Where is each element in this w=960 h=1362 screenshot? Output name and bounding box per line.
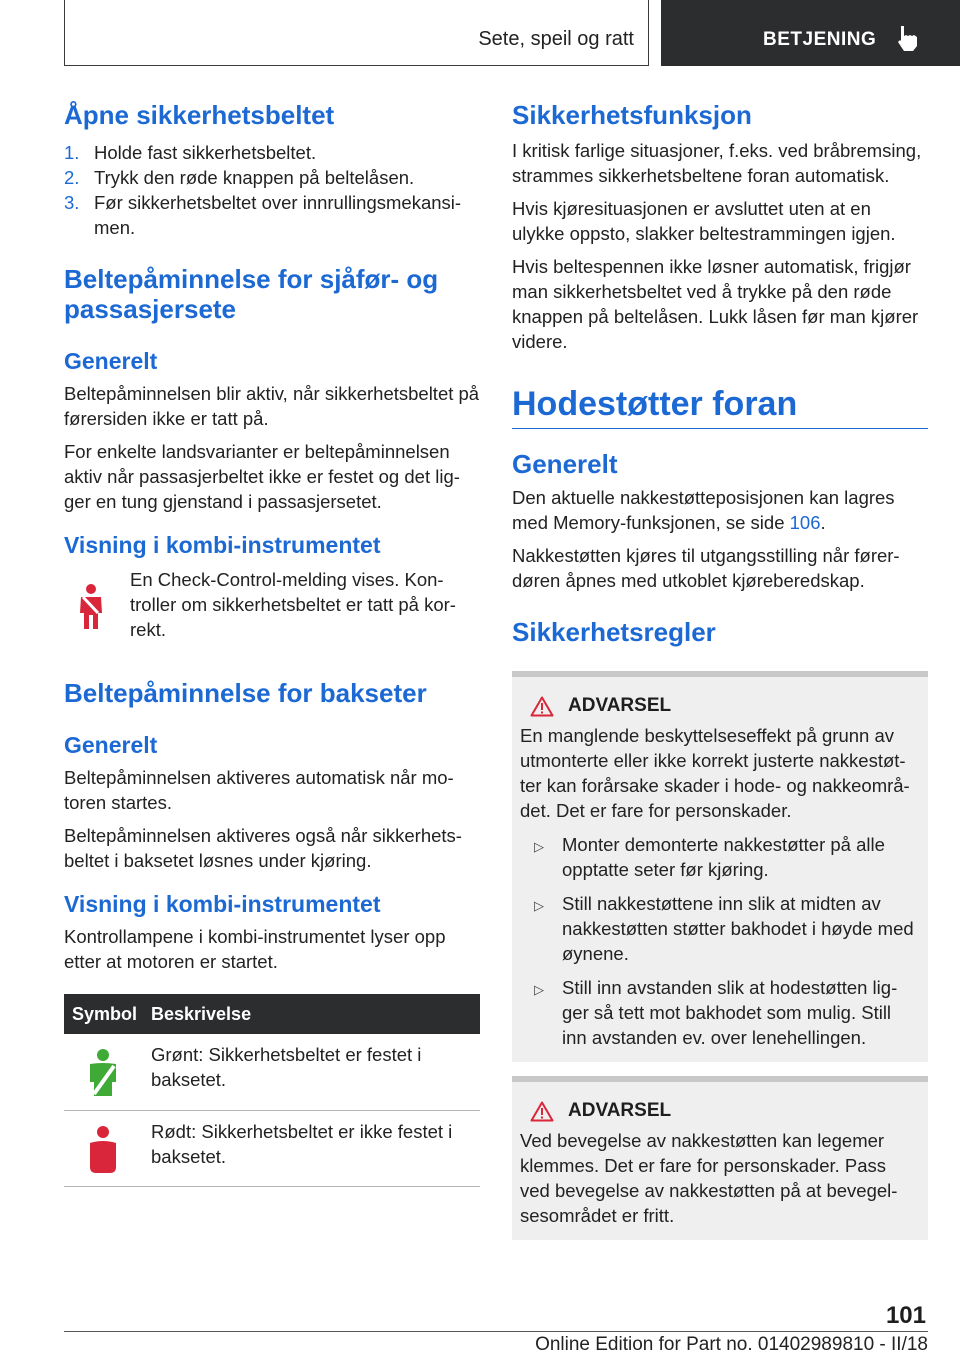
headrests-general-heading: Generelt bbox=[512, 449, 618, 479]
list-text: Holde fast sikkerhetsbeltet. bbox=[94, 142, 317, 163]
table-cell-symbol bbox=[64, 1034, 151, 1110]
symbol-table bbox=[64, 994, 480, 1187]
bullet-triangle-icon: ▷ bbox=[534, 839, 544, 854]
list-number: 3. bbox=[64, 192, 80, 213]
warning-box bbox=[512, 1076, 928, 1240]
warning-title bbox=[520, 1100, 920, 1122]
headrests-para2: Nakkestøtten kjøres til utgangsstilling når fører-døren åpnes med utkoblet kjøreberedskap. bbox=[512, 545, 900, 591]
bullet-text: Still nakkestøttene inn slik at midten av nakkestøtten støtter bakhodet i høyde med øynene. bbox=[562, 893, 914, 964]
table-header-row bbox=[64, 994, 480, 1034]
headrests-para1-end: . bbox=[820, 512, 826, 533]
list-item bbox=[64, 190, 480, 240]
seatbelt-green-icon bbox=[86, 1048, 120, 1098]
header-chapter-title: BETJENING bbox=[763, 29, 877, 50]
rear-display-heading: Visning i kombi-instrumentet bbox=[64, 891, 381, 917]
table-row bbox=[64, 1034, 480, 1110]
seatbelt-red-icon bbox=[86, 1125, 120, 1175]
driver-general-heading: Generelt bbox=[64, 348, 158, 374]
footer-edition: Online Edition for Part no. 01402989810 - II/18 bbox=[535, 1334, 928, 1355]
table-row bbox=[64, 1110, 480, 1186]
table-header-description: Beskrivelse bbox=[151, 994, 480, 1034]
warning-label: ADVARSEL bbox=[568, 695, 672, 716]
driver-general-para1: Beltepåminnelsen blir aktiv, når sikkerhetsbeltet på førersiden ikke er tatt på. bbox=[64, 383, 480, 429]
warning-label: ADVARSEL bbox=[568, 1100, 672, 1121]
bullet-text: Still inn avstanden slik at hodestøtten lig-ger så tett mot bakhodet som mulig. Still inn avstanden ev. over lenehellingen. bbox=[562, 977, 898, 1048]
table-header-symbol: Symbol bbox=[64, 994, 151, 1034]
open-belt-steps bbox=[64, 140, 480, 240]
driver-display-text: En Check-Control-melding vises. Kon-troller om sikkerhetsbeltet er tatt på kor-rekt. bbox=[130, 569, 456, 640]
warning-box bbox=[512, 671, 928, 1062]
safety-para3: Hvis beltespennen ikke løsner automatisk, frigjør man sikkerhetsbeltet ved å trykke på den røde knappen på beltelåsen. Lukk låsen før man kjører videre. bbox=[512, 256, 919, 352]
right-column bbox=[512, 100, 928, 1240]
table-cell-symbol bbox=[64, 1110, 151, 1186]
list-item bbox=[64, 165, 480, 190]
list-text: Trykk den røde knappen på beltelåsen. bbox=[94, 167, 415, 188]
list-item bbox=[64, 140, 480, 165]
bullet-triangle-icon: ▷ bbox=[534, 982, 544, 997]
table-cell-description: Grønt: Sikkerhetsbeltet er festet i baksetet. bbox=[151, 1034, 480, 1110]
driver-display-heading: Visning i kombi-instrumentet bbox=[64, 532, 381, 558]
table-cell-description: Rødt: Sikkerhetsbeltet er ikke festet i baksetet. bbox=[151, 1110, 480, 1186]
warning-text: Ved bevegelse av nakkestøtten kan legemer klemmes. Det er fare for personskader. Pass ved bevegelse av nakkestøtten på at bevegel-sesområdet er fritt. bbox=[520, 1130, 898, 1226]
footer-divider bbox=[64, 1331, 928, 1332]
header-section-title: Sete, speil og ratt bbox=[478, 28, 634, 50]
list-item bbox=[520, 891, 920, 966]
safety-rules-heading: Sikkerhetsregler bbox=[512, 617, 716, 647]
list-text: Før sikkerhetsbeltet over innrullingsmekansi-men. bbox=[94, 192, 462, 238]
driver-display-row bbox=[64, 567, 480, 642]
safety-para2: Hvis kjøresituasjonen er avsluttet uten at en ulykke oppsto, slakker beltestrammingen igjen. bbox=[512, 198, 896, 244]
page-link[interactable]: 106 bbox=[789, 512, 821, 533]
rear-display-text: Kontrollampene i kombi-instrumentet lyser opp etter at motoren er startet. bbox=[64, 926, 446, 972]
warning-triangle-icon bbox=[530, 1101, 554, 1122]
headrests-para1-text: Den aktuelle nakkestøtteposisjonen kan lagres med Memory-funksjonen, se side bbox=[512, 487, 895, 533]
driver-general-para2: For enkelte landsvarianter er beltepåminnelsen aktiv når passasjerbeltet ikke er festet og det lig-ger en tung gjenstand i passasjersetet. bbox=[64, 441, 460, 512]
list-item bbox=[520, 975, 920, 1050]
header-chapter-tab bbox=[661, 0, 960, 66]
warning-triangle-icon bbox=[530, 696, 554, 717]
page-number: 101 bbox=[885, 1302, 926, 1329]
rear-general-heading: Generelt bbox=[64, 732, 158, 758]
safety-para1: I kritisk farlige situasjoner, f.eks. ved bråbremsing, strammes sikkerhetsbeltene foran automatisk. bbox=[512, 140, 922, 186]
hand-pointer-icon bbox=[895, 24, 921, 52]
seatbelt-warning-icon bbox=[76, 583, 106, 631]
rear-reminder-heading: Beltepåminnelse for bakseter bbox=[64, 678, 427, 708]
headrests-para1 bbox=[512, 485, 928, 535]
list-number: 2. bbox=[64, 167, 80, 188]
open-belt-heading: Åpne sikkerhetsbeltet bbox=[64, 100, 335, 130]
list-item bbox=[520, 832, 920, 882]
left-column bbox=[64, 100, 480, 1187]
warning-title bbox=[520, 695, 920, 717]
warning-text: En manglende beskyttelseseffekt på grunn av utmonterte eller ikke korrekt justerte nakkestøt-ter kan forårsake skader i hode- og nakkeområ-det. Det er fare for personskader. bbox=[520, 725, 910, 821]
list-number: 1. bbox=[64, 142, 80, 163]
bullet-text: Monter demonterte nakkestøtter på alle opptatte seter før kjøring. bbox=[562, 834, 885, 880]
rear-general-para2: Beltepåminnelsen aktiveres også når sikkerhets-beltet i baksetet løsnes under kjøring. bbox=[64, 825, 462, 871]
header-section-tab bbox=[64, 0, 649, 66]
rear-general-para1: Beltepåminnelsen aktiveres automatisk når mo-toren startes. bbox=[64, 767, 454, 813]
headrests-heading: Hodestøtter foran bbox=[512, 384, 928, 429]
driver-reminder-heading: Beltepåminnelse for sjåfør- og passasjersete bbox=[64, 264, 439, 324]
bullet-triangle-icon: ▷ bbox=[534, 898, 544, 913]
safety-heading: Sikkerhetsfunksjon bbox=[512, 100, 752, 130]
